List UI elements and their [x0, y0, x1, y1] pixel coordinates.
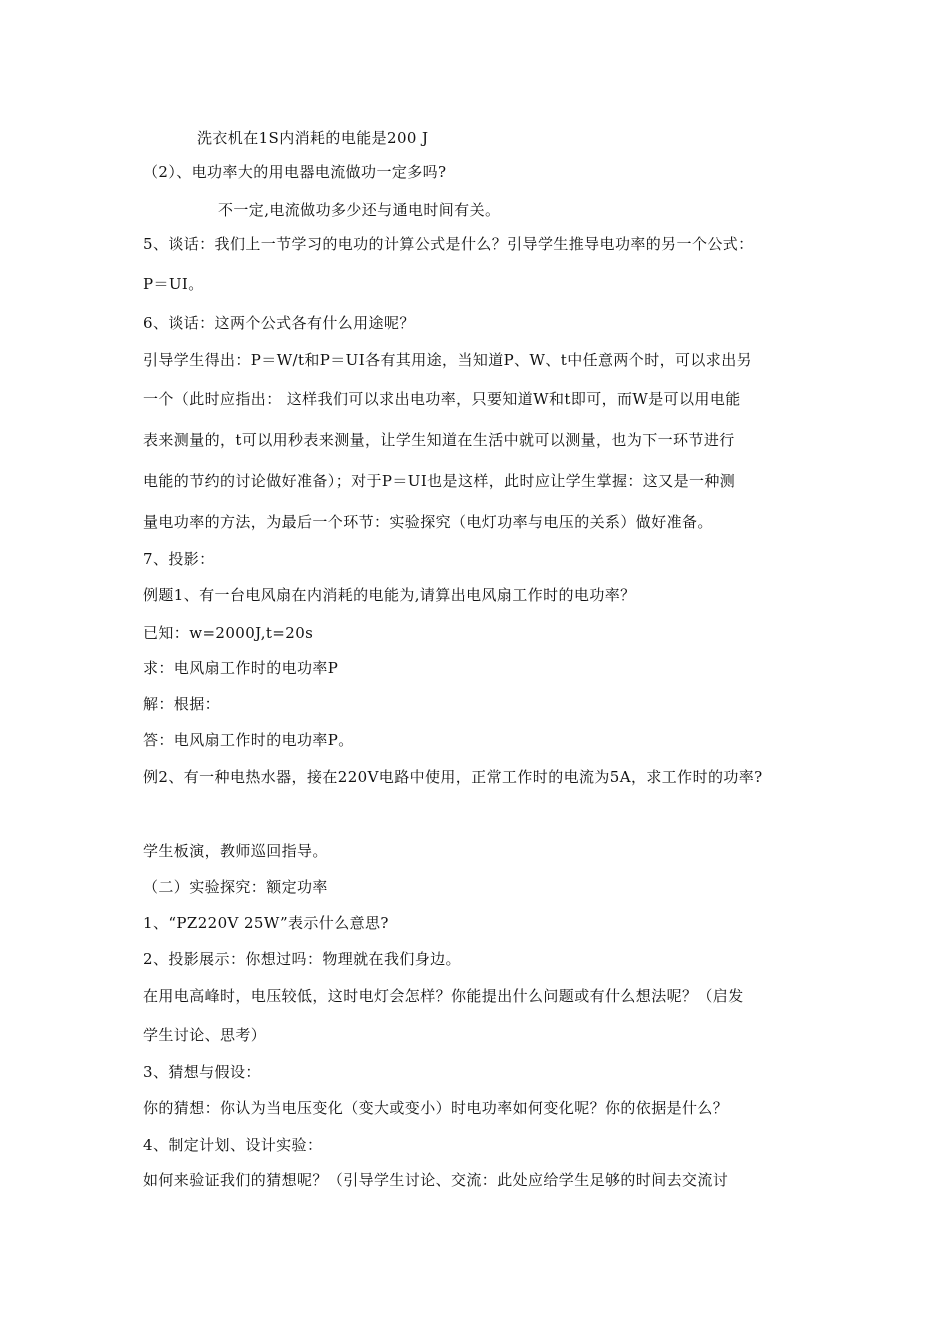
text-line: 7、投影： [143, 550, 215, 568]
text-line: 学生讨论、思考） [143, 1026, 267, 1044]
text-line: 1、“PZ220V 25W”表示什么意思? [143, 914, 389, 932]
text-line: 电能的节约的讨论做好准备）；对于P＝UI也是这样，此时应让学生掌握：这又是一种测 [143, 472, 736, 490]
text-line: 答：电风扇工作时的电功率P。 [143, 731, 354, 749]
text-line: 4、制定计划、设计实验： [143, 1136, 323, 1154]
text-line: P＝UI。 [143, 275, 204, 293]
text-line: 学生板演，教师巡回指导。 [143, 842, 328, 860]
text-line: 不一定,电流做功多少还与通电时间有关。 [218, 201, 501, 219]
text-line: 2、投影展示：你想过吗：物理就在我们身边。 [143, 950, 461, 968]
text-line: 求：电风扇工作时的电功率P [143, 659, 339, 677]
text-line: （2）、电功率大的用电器电流做功一定多吗? [143, 163, 447, 181]
text-line: 6、谈话：这两个公式各有什么用途呢？ [143, 314, 415, 332]
text-line: 解：根据： [143, 695, 221, 713]
text-line: 5、谈话：我们上一节学习的电功的计算公式是什么？引导学生推导电功率的另一个公式： [143, 235, 754, 253]
text-line: 例2、有一种电热水器，接在220V电路中使用，正常工作时的电流为5A，求工作时的功率? [143, 768, 763, 786]
text-line: 3、猜想与假设： [143, 1063, 261, 1081]
text-line: 一个（此时应指出： 这样我们可以求出电功率，只要知道W和t即可，而W是可以用电能 [143, 390, 741, 408]
text-line: 量电功率的方法，为最后一个环节：实验探究（电灯功率与电压的关系）做好准备。 [143, 513, 713, 531]
text-line: （二）实验探究：额定功率 [143, 878, 328, 896]
text-line: 如何来验证我们的猜想呢？（引导学生讨论、交流：此处应给学生足够的时间去交流讨 [143, 1171, 729, 1189]
text-line: 在用电高峰时，电压较低，这时电灯会怎样？你能提出什么问题或有什么想法呢？（启发 [143, 987, 744, 1005]
text-line: 表来测量的，t可以用秒表来测量，让学生知道在生活中就可以测量，也为下一环节进行 [143, 431, 735, 449]
text-line: 引导学生得出：P＝W/t和P＝UI各有其用途，当知道P、W、t中任意两个时，可以求出另 [143, 351, 752, 369]
text-line: 洗衣机在1S内消耗的电能是200 J [197, 129, 429, 147]
text-line: 你的猜想：你认为当电压变化（变大或变小）时电功率如何变化呢？你的依据是什么？ [143, 1099, 729, 1117]
text-line: 例题1、有一台电风扇在内消耗的电能为,请算出电风扇工作时的电功率？ [143, 586, 636, 604]
text-line: 已知：w=2000J,t=20s [143, 624, 314, 642]
